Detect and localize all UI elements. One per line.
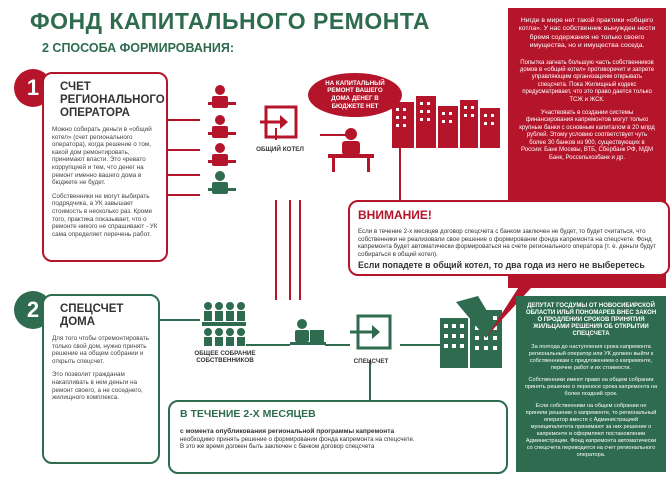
- method-2-number: 2: [14, 291, 52, 329]
- attention-heading: ВНИМАНИЕ!: [358, 208, 432, 222]
- green-panel-header: ДЕПУТАТ ГОСДУМЫ ОТ НОВОСИБИРСКОЙ ОБЛАСТИ ИЛЬЯ ПОНОМАРЕВ ВНЕС ЗАКОН О ПРОДЛЕНИИ СРОКОВ ПРИНЯТИЯ ЖИЛЬЦАМИ РЕШЕНИЯ ОБ ОТКРЫТИИ СПЕЦСЧЕТА: [525, 303, 657, 337]
- method-1-text-2: Собственники не могут выбирать подрядчика, а УК завышает стоимость в несколько раз. Кроме того, практика показывает, что о ремонте никого не спрашивают - УК сама определяет перечень работ.: [52, 192, 158, 238]
- method-1-heading: СЧЕТ РЕГИОНАЛЬНОГО ОПЕРАТОРА: [60, 81, 165, 119]
- method-1-number: 1: [14, 69, 52, 107]
- two-months-box: [168, 400, 508, 474]
- red-panel-lead: Нигде в мире нет такой практики «общего котла». У нас собственник вынужден нести бремя содержания не только своего имущества, но и имущества соседа.: [518, 17, 656, 50]
- method-2-card: [42, 294, 160, 464]
- meeting-label: ОБЩЕЕ СОБРАНИЕ СОБСТВЕННИКОВ: [194, 350, 256, 364]
- red-panel-text-2: Участвовать в создании системы финансирования капремонтов могут только крупные банки с основным капиталом в 20 млрд рублей. Этому условию соответствует чуть более 30 банков из 900, существующих в России: Банк Москвы, ВТБ, Сбербанк РФ, МДМ Банк, Россельхозбанк и др.: [519, 110, 655, 161]
- common-pot-icon: [258, 103, 302, 143]
- method-1-card: [42, 72, 168, 262]
- method-1-text-1: Можно собирать деньги в «общий котел» (счет регионального оператора), когда решение о том, какой дом ремонтировать, принимают власти. Это чревато коррупцией и тем, что денег на ремонт именно вашего дома в бюджете не будет.: [52, 126, 152, 187]
- attention-text: Если в течение 2-х месяцев договор спецсчета с банком заключен не будет, то будет считаться, что собственники не реализовали свое решение о формировании фонда капремонта на спецсчете. Фонд капремонта будет автоматически формироваться на счете регионального оператора (т. е. деньги будут собираться в общий котел).: [358, 228, 656, 258]
- red-panel-text-1: Попытка загнать большую часть собственников домов в «общий котел» противоречит и запрете управляющим организациям открывать спецсчета. Пока Жилищный кодекс предусматривает, что это право дается только ТСЖ и ЖСК.: [519, 59, 655, 103]
- green-panel-text-3: Если собственники на общем собрании не приняли решение о капремонте, то региональный оператор вместе с Администрацией муниципалитета принимают за них решение о капремонте и оформляют постановлении Администрации. Фонд капремонта автоматически со спецсчета переводится на счет регионального оператора.: [525, 403, 657, 458]
- method-2-text-1: Для того чтобы отремонтировать только свой дом, нужно принять решение на общем собрании и открыть спецсчет.: [52, 335, 150, 365]
- special-account-label: СПЕЦСЧЕТ: [353, 358, 389, 365]
- two-months-text-3: В это же время должен быть заключен с банком договор спецсчета: [180, 443, 375, 451]
- special-account-icon: [348, 312, 396, 356]
- page-title: ФОНД КАПИТАЛЬНОГО РЕМОНТА: [30, 8, 431, 34]
- green-panel-text-1: За полгода до наступления срока капремонта региональный оператор или УК должен выйти к собственникам с предложением о капремонте, перечне работ и их стоимости.: [528, 344, 654, 371]
- attention-box: [348, 200, 670, 276]
- green-panel-text-2: Собственники имеют право на общем собрании принять решение о переносе срока капремонта на более поздний срок.: [524, 377, 658, 397]
- method-2-text-2: Это позволит гражданам накапливать в нем деньги на ремонт своего, а не соседнего, жилищного комплекса.: [52, 371, 143, 402]
- no-money-bubble: НА КАПИТАЛЬНЫЙ РЕМОНТ ВАШЕГО ДОМА ДЕНЕГ В БЮДЖЕТЕ НЕТ: [308, 73, 402, 117]
- green-info-panel: [516, 296, 666, 472]
- page-subtitle: 2 СПОСОБА ФОРМИРОВАНИЯ:: [42, 41, 235, 55]
- attention-strong: Если попадете в общий котел, то два года из него не выберетесь: [358, 260, 645, 271]
- person-laptop-icon: [290, 318, 326, 354]
- common-pot-label: ОБЩИЙ КОТЕЛ: [256, 146, 304, 153]
- meeting-icon: [200, 300, 248, 346]
- buildings-red-icon: [392, 92, 500, 148]
- two-months-text-2: необходимо принять решение о формировании фонда капремонта на спецсчете.: [180, 435, 415, 443]
- official-desk-icon: [326, 124, 376, 172]
- people-icons-red: [200, 80, 248, 200]
- two-months-text-1: с момента опубликования региональной программы капремонта: [180, 428, 395, 435]
- method-2-heading: СПЕЦСЧЕТ ДОМА: [60, 303, 124, 328]
- two-months-heading: В ТЕЧЕНИЕ 2-Х МЕСЯЦЕВ: [180, 408, 316, 420]
